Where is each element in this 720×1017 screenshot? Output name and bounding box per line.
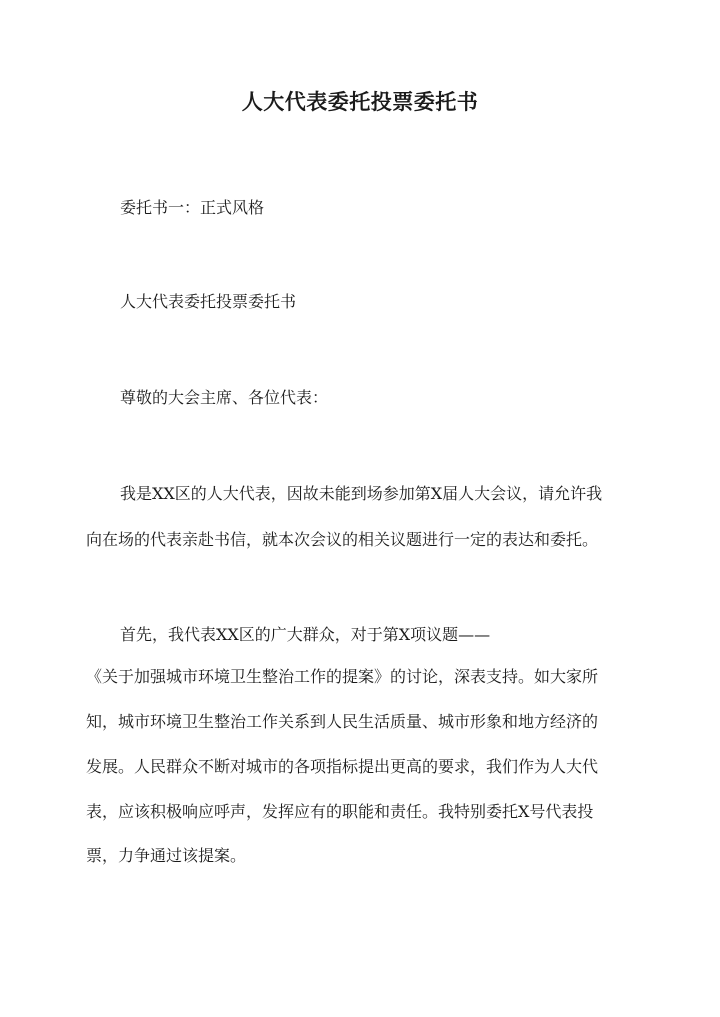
paragraph-2-line-6: 票，力争通过该提案。: [86, 846, 247, 865]
paragraph-1-line-2: 向在场的代表亲赴书信，就本次会议的相关议题进行一定的表达和委托。: [86, 530, 599, 549]
letter-title: 人大代表委托投票委托书: [120, 292, 297, 311]
paragraph-1-line-1: 我是XX区的人大代表，因故未能到场参加第X届人大会议，请允许我: [120, 484, 603, 503]
paragraph-2-line-5: 表，应该积极响应呼声，发挥应有的职能和责任。我特别委托X号代表投: [86, 802, 594, 821]
salutation: 尊敬的大会主席、各位代表：: [120, 388, 329, 407]
paragraph-2-line-4: 发展。人民群众不断对城市的各项指标提出更高的要求，我们作为人大代: [86, 757, 599, 776]
paragraph-2-line-2: 《关于加强城市环境卫生整治工作的提案》的讨论，深表支持。如大家所: [86, 667, 599, 686]
paragraph-2-line-1: 首先，我代表XX区的广大群众，对于第X项议题——: [120, 625, 491, 644]
section-heading: 委托书一：正式风格: [120, 198, 265, 217]
paragraph-2-line-3: 知，城市环境卫生整治工作关系到人民生活质量、城市形象和地方经济的: [86, 712, 599, 731]
document-title: 人大代表委托投票委托书: [241, 89, 479, 114]
